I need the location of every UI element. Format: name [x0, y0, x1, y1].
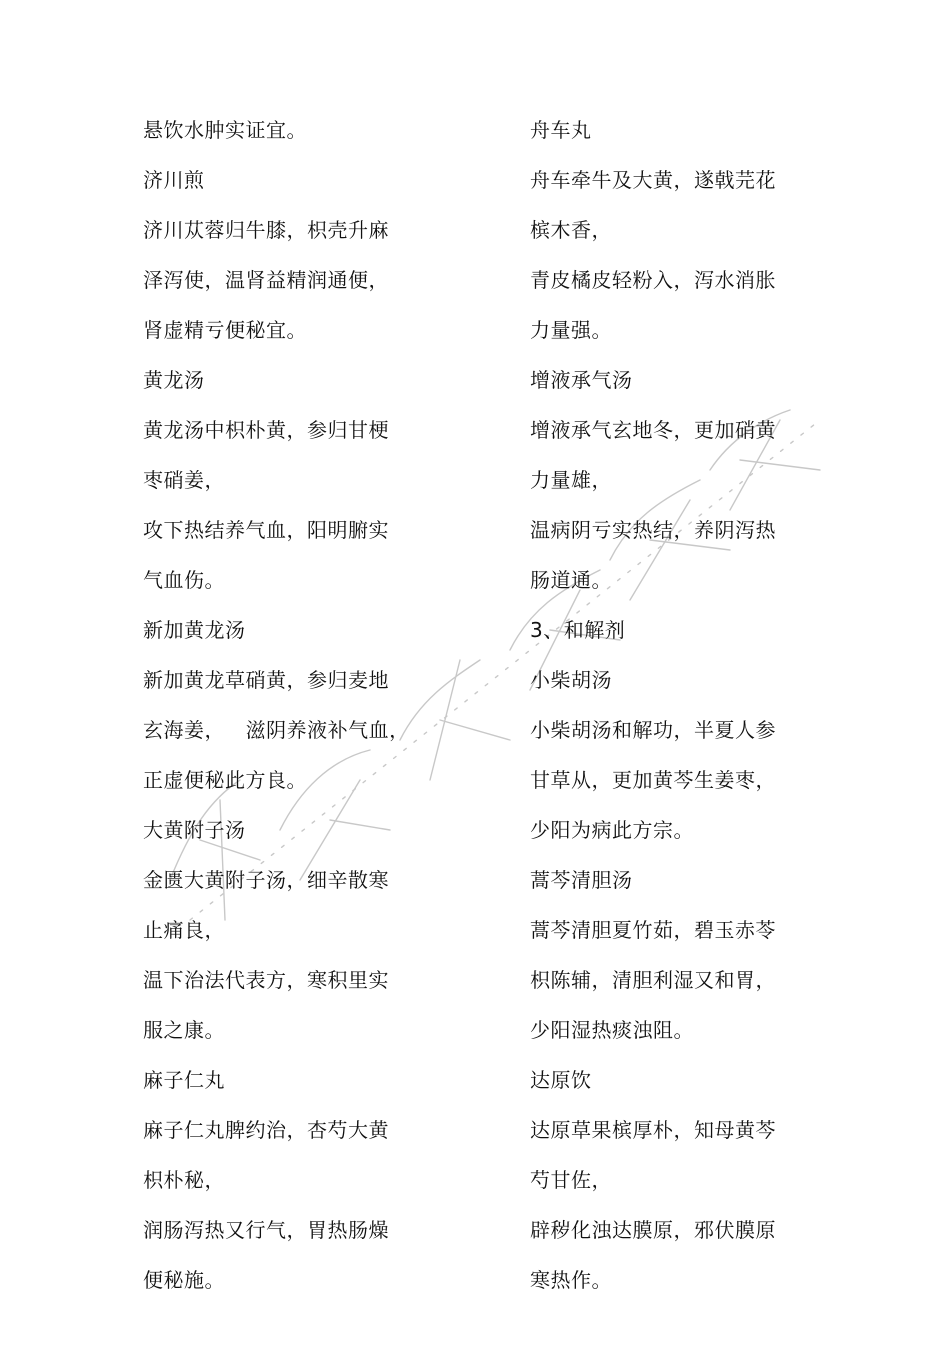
left-column: [143, 105, 443, 1305]
formula-title: 济川煎: [143, 168, 205, 192]
right-column: [530, 105, 830, 1305]
text-line: 温病阴亏实热结，养阴泻热: [530, 518, 776, 542]
text-line: 济川苁蓉归牛膝，枳壳升麻: [143, 218, 389, 242]
formula-title: 新加黄龙汤: [143, 618, 246, 642]
text-line: 舟车牵牛及大黄，遂戟芫花: [530, 168, 776, 192]
text-line: 辟秽化浊达膜原，邪伏膜原: [530, 1218, 776, 1242]
text-line: 气血伤。: [143, 568, 225, 592]
formula-title: 蒿芩清胆汤: [530, 868, 633, 892]
text-line: 枳朴秘，: [143, 1168, 225, 1192]
text-line: 枳陈辅，清胆利湿又和胃，: [530, 968, 776, 992]
text-line: 泽泻使，温肾益精润通便，: [143, 268, 389, 292]
formula-title: 大黄附子汤: [143, 818, 246, 842]
text-line: 攻下热结养气血，阳明腑实: [143, 518, 389, 542]
text-line: 便秘施。: [143, 1268, 225, 1292]
text-line: 肠道通。: [530, 568, 612, 592]
text-line: 少阳湿热痰浊阻。: [530, 1018, 694, 1042]
text-line: 新加黄龙草硝黄，参归麦地: [143, 668, 389, 692]
text-line: 芍甘佐，: [530, 1168, 612, 1192]
text-line: 力量雄，: [530, 468, 612, 492]
text-line: 槟木香，: [530, 218, 612, 242]
text-line: 小柴胡汤和解功，半夏人参: [530, 718, 776, 742]
formula-title: 达原饮: [530, 1068, 592, 1092]
formula-title: 麻子仁丸: [143, 1068, 225, 1092]
text-line: 玄海姜， 滋阴养液补气血，: [143, 718, 410, 742]
text-line: 悬饮水肿实证宜。: [143, 118, 307, 142]
text-line: 枣硝姜，: [143, 468, 225, 492]
text-line: 蒿芩清胆夏竹茹，碧玉赤苓: [530, 918, 776, 942]
text-line: 肾虚精亏便秘宜。: [143, 318, 307, 342]
formula-title: 增液承气汤: [530, 368, 633, 392]
text-line: 少阳为病此方宗。: [530, 818, 694, 842]
section-heading: 3、和解剂: [530, 618, 626, 642]
text-line: 增液承气玄地冬，更加硝黄: [530, 418, 776, 442]
text-line: 达原草果槟厚朴，知母黄芩: [530, 1118, 776, 1142]
text-line: 止痛良，: [143, 918, 225, 942]
text-line: 麻子仁丸脾约治，杏芍大黄: [143, 1118, 389, 1142]
text-line: 金匮大黄附子汤，细辛散寒: [143, 868, 389, 892]
text-line: 正虚便秘此方良。: [143, 768, 307, 792]
text-line: 温下治法代表方，寒积里实: [143, 968, 389, 992]
text-line: 服之康。: [143, 1018, 225, 1042]
text-line: 青皮橘皮轻粉入，泻水消胀: [530, 268, 776, 292]
text-line: 润肠泻热又行气，胃热肠燥: [143, 1218, 389, 1242]
formula-title: 黄龙汤: [143, 368, 205, 392]
formula-title: 舟车丸: [530, 118, 592, 142]
text-line: 黄龙汤中枳朴黄，参归甘梗: [143, 418, 389, 442]
text-line: 寒热作。: [530, 1268, 612, 1292]
formula-title: 小柴胡汤: [530, 668, 612, 692]
text-line: 力量强。: [530, 318, 612, 342]
text-line: 甘草从，更加黄芩生姜枣，: [530, 768, 776, 792]
